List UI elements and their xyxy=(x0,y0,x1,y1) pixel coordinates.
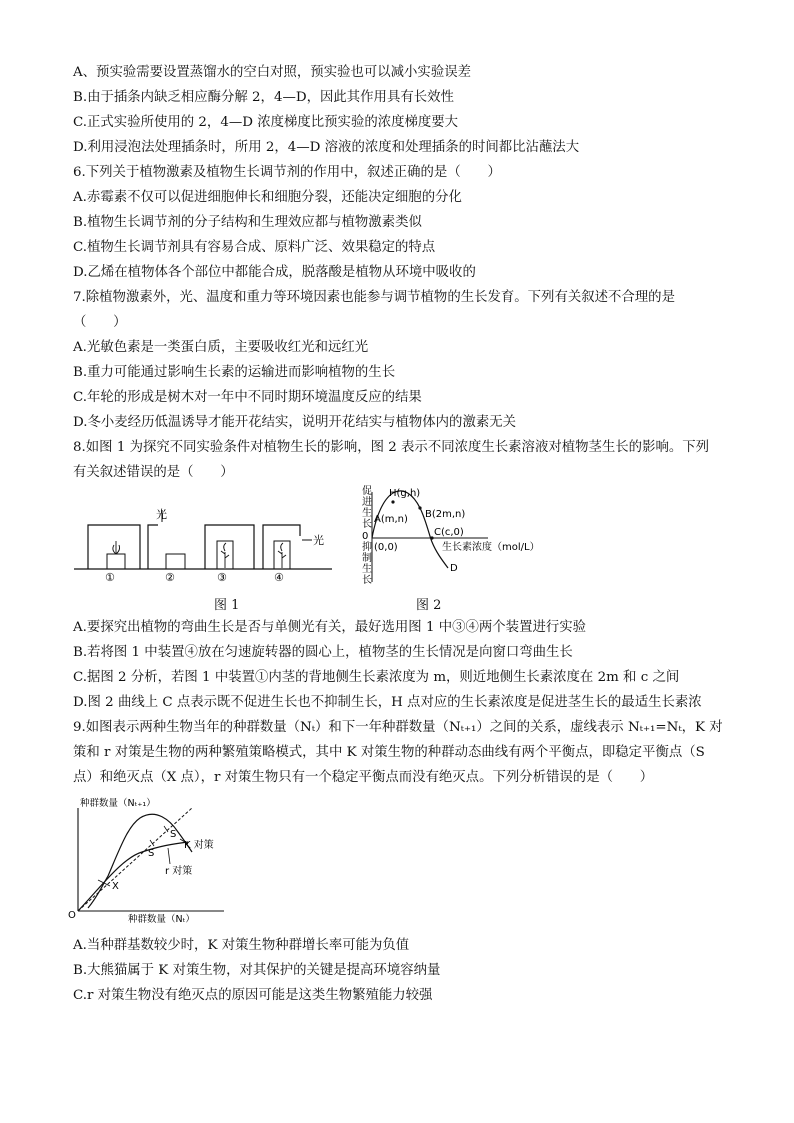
q9-point-s1: S xyxy=(170,829,177,840)
q7-option-c: C.年轮的形成是树木对一年中不同时期环境温度反应的结果 xyxy=(73,390,422,405)
q8-figure-1 xyxy=(74,488,334,588)
q9-option-c: C.r 对策生物没有绝灭点的原因可能是这类生物繁殖能力较强 xyxy=(73,988,433,1003)
q5-option-c: C.正式实验所使用的 2，4—D 浓度梯度比预实验的浓度梯度要大 xyxy=(73,115,459,130)
fig1-label-3: ③ xyxy=(217,571,227,584)
fig1-label-1: ① xyxy=(105,571,115,584)
fig2-point-d: D xyxy=(450,563,458,574)
q8-option-b: B.若将图 1 中装置④放在匀速旋转器的圆心上，植物茎的生长情况是向窗口弯曲生长 xyxy=(73,645,573,660)
q7-option-b: B.重力可能通过影响生长素的运输进而影响植物的生长 xyxy=(73,365,396,380)
q9-option-a: A.当种群基数较少时，K 对策生物种群增长率可能为负值 xyxy=(73,938,410,953)
fig2-x-label: 生长素浓度（mol/L） xyxy=(442,542,540,553)
q8-option-d: D.图 2 曲线上 C 点表示既不促进生长也不抑制生长，H 点对应的生长素浓度是促进茎生长的最适生长素浓 xyxy=(73,695,702,710)
fig2-point-a: A(m,n) xyxy=(374,514,408,525)
q9-y-label: 种群数量（Nₜ₊₁） xyxy=(80,798,156,809)
q9-stem-cont-2: 点）和绝灭点（X 点），r 对策生物只有一个稳定平衡点而没有绝灭点。下列分析错误的是（ ） xyxy=(73,770,654,785)
fig2-point-b: B(2m,n) xyxy=(425,509,466,520)
fig1-caption: 图 1 xyxy=(214,598,240,613)
fig2-point-h: H(g,h) xyxy=(389,488,421,499)
q6-option-d: D.乙烯在植物体各个部位中都能合成，脱落酸是植物从环境中吸收的 xyxy=(73,265,476,280)
q9-stem-cont-1: 策和 r 对策是生物的两种繁殖策略模式，其中 K 对策生物的种群动态曲线有两个平衡点，即稳定平衡点（S xyxy=(73,745,705,760)
q5-option-d: D.利用浸泡法处理插条时，所用 2，4—D 溶液的浓度和处理插条的时间都比沾蘸法大 xyxy=(73,140,580,155)
q9-origin: O xyxy=(68,910,76,921)
fig1-light-side: 光 xyxy=(313,534,324,547)
q9-option-b: B.大熊猫属于 K 对策生物，对其保护的关键是提高环境容纳量 xyxy=(73,963,441,978)
q8-stem: 8.如图 1 为探究不同实验条件对植物生长的影响，图 2 表示不同浓度生长素溶液对植物茎生长的影响。下列 xyxy=(73,440,710,455)
q7-stem-blank: （ ） xyxy=(73,315,127,330)
q6-option-c: C.植物生长调节剂具有容易合成、原料广泛、效果稳定的特点 xyxy=(73,240,436,255)
q9-stem: 9.如图表示两种生物当年的种群数量（Nₜ）和下一年种群数量（Nₜ₊₁）之间的关系，虚线表示 Nₜ₊₁=Nₜ，K 对 xyxy=(73,720,723,735)
fig2-point-c: C(c,0) xyxy=(434,527,464,538)
fig1-label-2: ② xyxy=(165,571,175,584)
q8-option-c: C.据图 2 分析，若图 1 中装置①内茎的背地侧生长素浓度为 m，则近地侧生长素浓度在 2m 和 c 之间 xyxy=(73,670,680,685)
q9-diagonal-line xyxy=(78,808,192,911)
fig1-label-4: ④ xyxy=(274,571,284,584)
q9-point-x: X xyxy=(112,881,119,892)
fig2-y-axis-label: 促进生长 0 抑制生长 xyxy=(362,486,372,584)
fig2-caption: 图 2 xyxy=(416,598,442,613)
q6-option-a: A.赤霉素不仅可以促进细胞伸长和细胞分裂，还能决定细胞的分化 xyxy=(73,190,462,205)
q8-option-a: A.要探究出植物的弯曲生长是否与单侧光有关，最好选用图 1 中③④两个装置进行实验 xyxy=(73,620,587,635)
q7-option-d: D.冬小麦经历低温诱导才能开花结实，说明开花结实与植物体内的激素无关 xyxy=(73,415,517,430)
q5-option-b: B.由于插条内缺乏相应酶分解 2，4—D，因此其作用具有长效性 xyxy=(73,90,454,105)
fig1-light-top: 光 xyxy=(156,508,167,521)
fig2-origin: (0,0) xyxy=(374,542,398,553)
q8-figure-2 xyxy=(356,484,546,584)
q7-option-a: A.光敏色素是一类蛋白质，主要吸收红光和远红光 xyxy=(73,340,369,355)
q9-r-label: r 对策 xyxy=(165,866,193,877)
q9-x-label: 种群数量（Nₜ） xyxy=(128,914,195,924)
q9-point-s2: S xyxy=(148,848,155,859)
q5-option-a: A、预实验需要设置蒸馏水的空白对照，预实验也可以减小实验误差 xyxy=(73,65,471,80)
q9-figure xyxy=(64,796,236,924)
q9-k-curve xyxy=(88,814,192,908)
q9-k-label: K 对策 xyxy=(184,840,214,851)
q8-stem-cont: 有关叙述错误的是（ ） xyxy=(73,465,234,480)
q6-option-b: B.植物生长调节剂的分子结构和生理效应都与植物激素类似 xyxy=(73,215,422,230)
q7-stem: 7.除植物激素外，光、温度和重力等环境因素也能参与调节植物的生长发育。下列有关叙述不合理的是 xyxy=(73,290,675,305)
q6-stem: 6.下列关于植物激素及植物生长调节剂的作用中，叙述正确的是（ ） xyxy=(73,165,501,180)
